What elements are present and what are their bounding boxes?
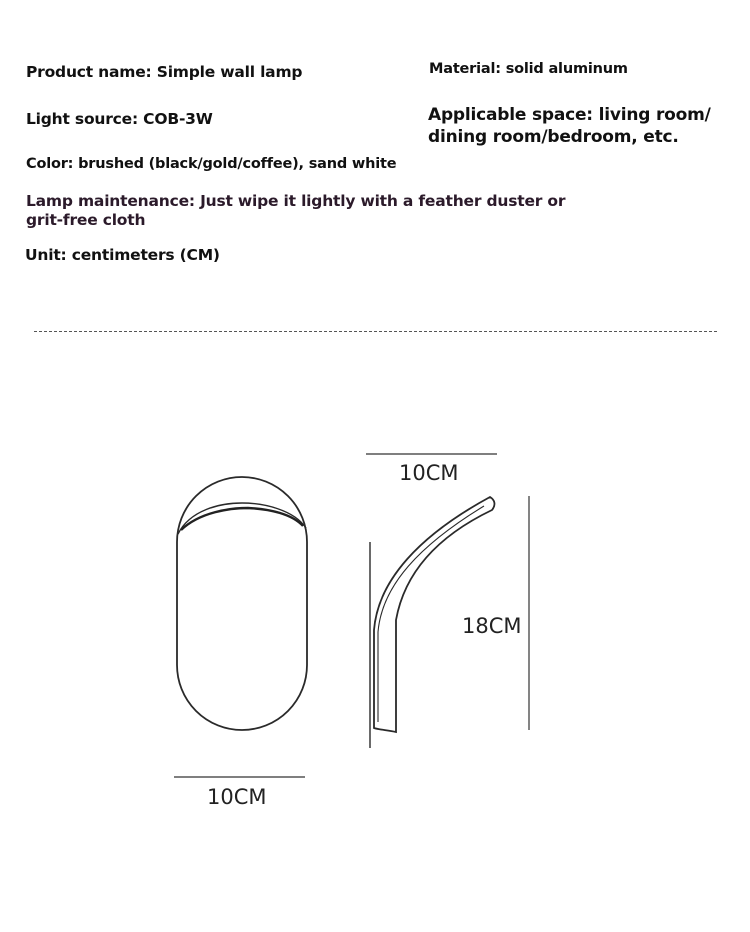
- lamp-front-view: [177, 477, 307, 730]
- front-width-label: 10CM: [207, 785, 267, 809]
- applicable-space-text: Applicable space: living room/ dining room/bedroom, etc.: [428, 105, 711, 147]
- side-depth-label: 10CM: [399, 461, 459, 485]
- light-source-text: Light source: COB-3W: [26, 110, 213, 128]
- unit-text: Unit: centimeters (CM): [25, 246, 220, 264]
- material-text: Material: solid aluminum: [429, 61, 628, 77]
- maintenance-text: Lamp maintenance: Just wipe it lightly with a feather duster or grit-free cloth: [26, 192, 566, 229]
- side-height-label: 18CM: [462, 614, 522, 638]
- product-name-text: Product name: Simple wall lamp: [26, 63, 303, 81]
- color-text: Color: brushed (black/gold/coffee), sand white: [26, 156, 397, 172]
